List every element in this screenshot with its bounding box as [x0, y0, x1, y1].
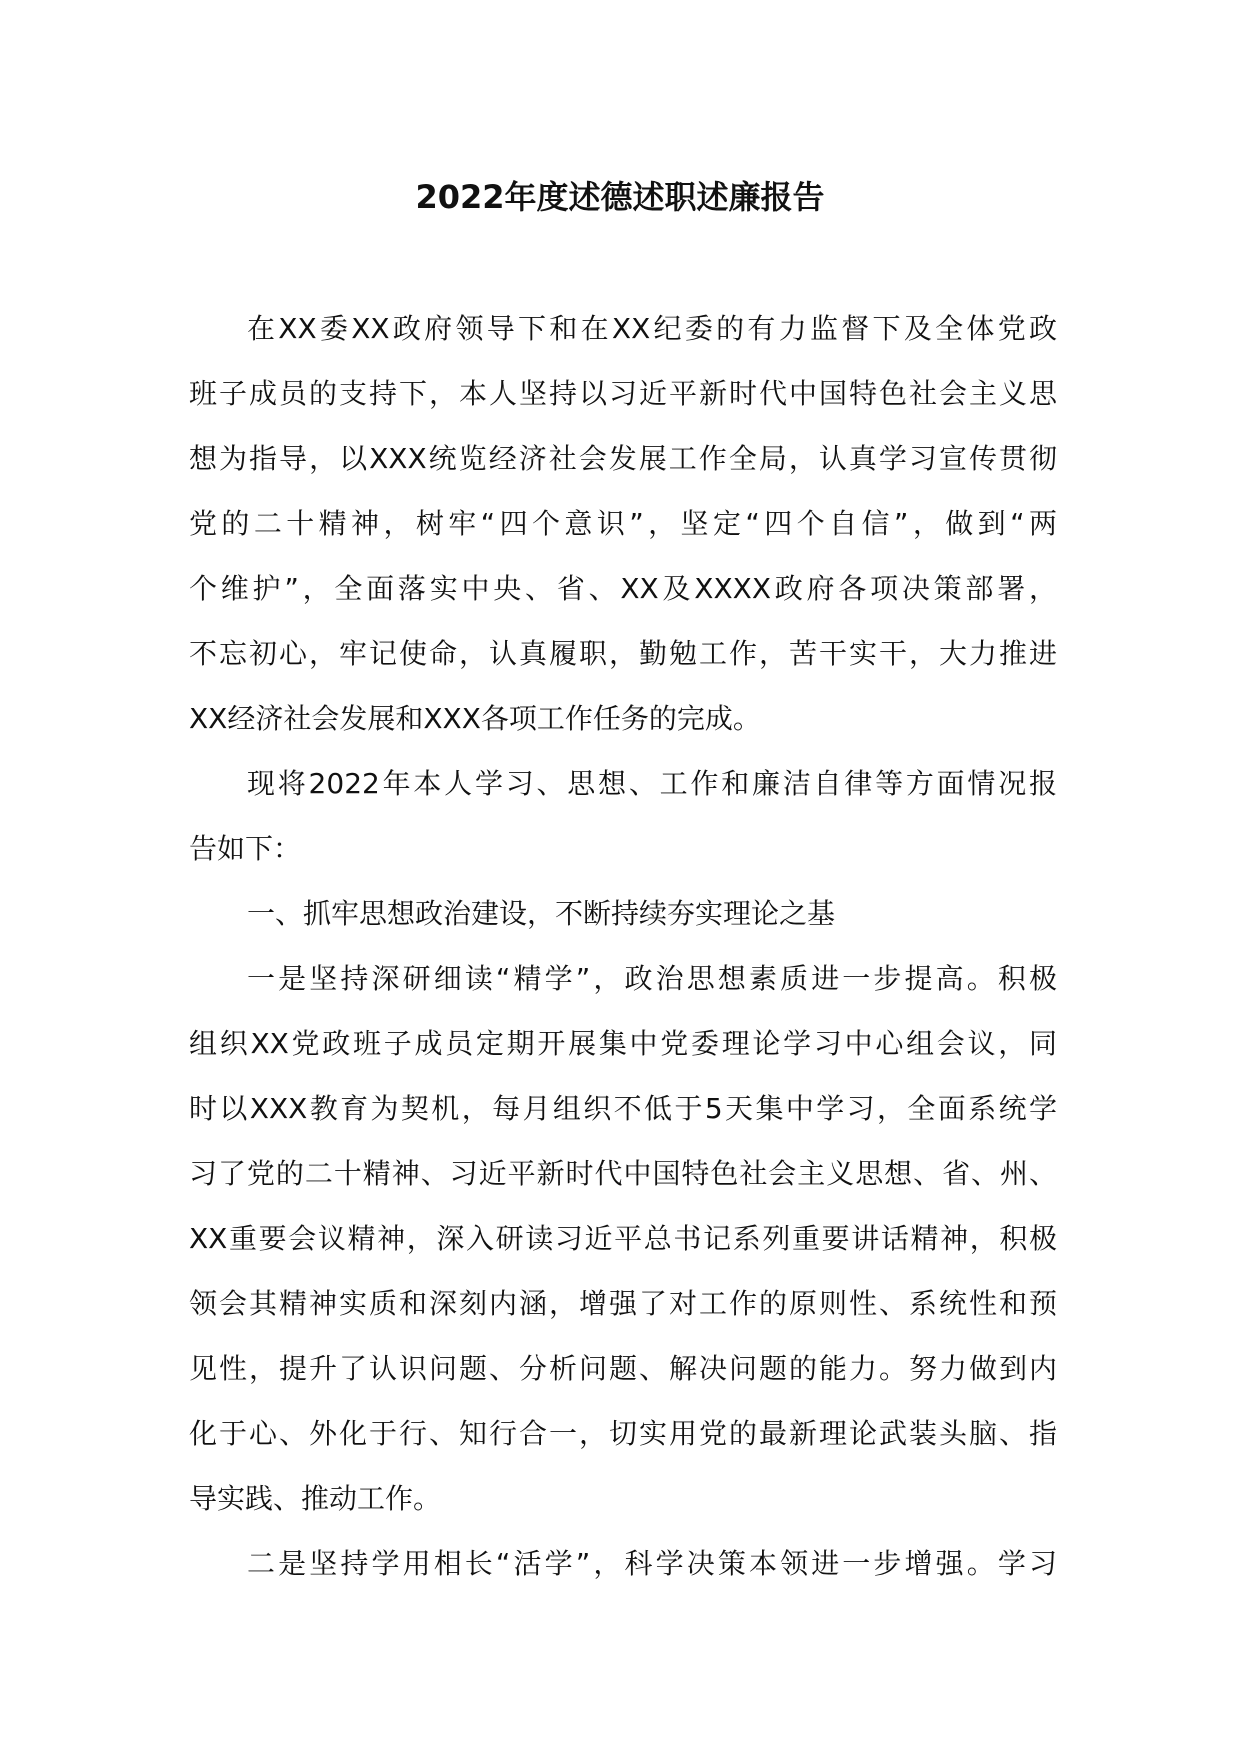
document-body	[189, 306, 1057, 1606]
text-line: 党的二十精神，树牢“四个意识”，坚定“四个自信”，做到“两	[189, 507, 1057, 540]
text-line: 领会其精神实质和深刻内涵，增强了对工作的原则性、系统性和预	[189, 1287, 1057, 1320]
text-line: 班子成员的支持下，本人坚持以习近平新时代中国特色社会主义思	[189, 377, 1057, 410]
text-line: 见性，提升了认识问题、分析问题、解决问题的能力。努力做到内	[189, 1352, 1057, 1385]
text-line: 在XX委XX政府领导下和在XX纪委的有力监督下及全体党政	[247, 312, 1057, 345]
text-line: 个维护”，全面落实中央、省、XX及XXXX政府各项决策部署，	[189, 572, 1057, 605]
text-line: 习了党的二十精神、习近平新时代中国特色社会主义思想、省、州、	[189, 1157, 1057, 1190]
text-line: 一、抓牢思想政治建设，不断持续夯实理论之基	[247, 897, 836, 930]
document-title: 2022年度述德述职述廉报告	[415, 178, 825, 216]
text-line: 时以XXX教育为契机，每月组织不低于5天集中学习，全面系统学	[189, 1092, 1057, 1125]
text-line: XX经济社会发展和XXX各项工作任务的完成。	[189, 702, 761, 735]
text-line: XX重要会议精神，深入研读习近平总书记系列重要讲话精神，积极	[189, 1222, 1057, 1255]
text-line: 组织XX党政班子成员定期开展集中党委理论学习中心组会议，同	[189, 1027, 1057, 1060]
text-line: 导实践、推动工作。	[189, 1482, 442, 1515]
text-line: 告如下：	[189, 832, 302, 865]
text-line: 一是坚持深研细读“精学”，政治思想素质进一步提高。积极	[247, 962, 1057, 995]
text-line: 想为指导，以XXX统览经济社会发展工作全局，认真学习宣传贯彻	[189, 442, 1057, 475]
text-line: 化于心、外化于行、知行合一，切实用党的最新理论武装头脑、指	[189, 1417, 1057, 1450]
text-line: 不忘初心，牢记使命，认真履职，勤勉工作，苦干实干，大力推进	[189, 637, 1057, 670]
text-line: 现将2022年本人学习、思想、工作和廉洁自律等方面情况报	[247, 767, 1057, 800]
text-line: 二是坚持学用相长“活学”，科学决策本领进一步增强。学习	[247, 1547, 1057, 1580]
